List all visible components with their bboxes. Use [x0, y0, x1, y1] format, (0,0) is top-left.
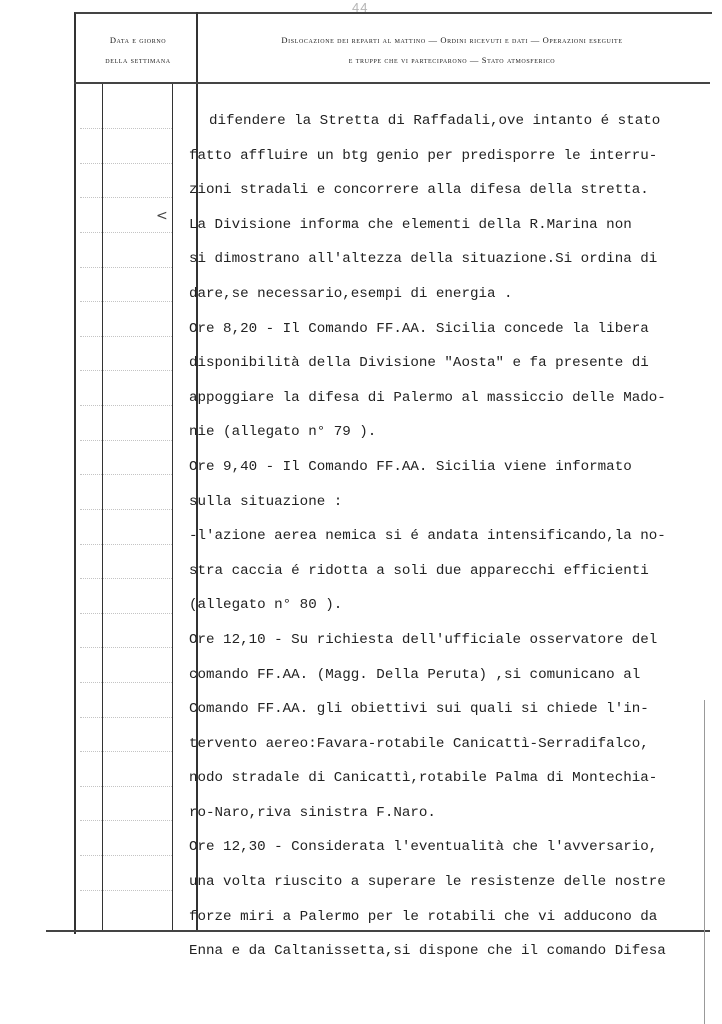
text-line: Ore 9,40 - Il Comando FF.AA. Sicilia viene informato	[189, 458, 632, 475]
text-line: La Divisione informa che elementi della R.Marina non	[189, 216, 632, 233]
text-line: Comando FF.AA. gli obiettivi sui quali si chiede l'in-	[189, 701, 649, 718]
text-line: comando FF.AA. (Magg. Della Peruta) ,si comunicano al	[189, 666, 641, 683]
dotted-rule	[80, 820, 172, 821]
dotted-rule	[80, 751, 172, 752]
header-content-column	[212, 30, 692, 70]
header-rule	[74, 82, 710, 84]
text-line: -l'azione aerea nemica si é andata intensificando,la no-	[189, 528, 666, 545]
dotted-rule	[80, 786, 172, 787]
header-content-line-1: Dislocazione dei reparti al mattino — Ordini ricevuti e dati — Operazioni eseguite	[281, 35, 623, 45]
header-date-line-1: Data e giorno	[109, 35, 167, 45]
text-line: Enna e da Caltanissetta,si dispone che il comando Difesa	[189, 943, 666, 960]
dotted-rule	[80, 405, 172, 406]
text-line: stra caccia é ridotta a soli due apparecchi efficienti	[189, 562, 649, 579]
text-line: forze miri a Palermo per le rotabili che vi adducono da	[189, 908, 658, 925]
dotted-rule	[80, 474, 172, 475]
header-content-line-2: e truppe che vi parteciparono — Stato atmosferico	[348, 55, 556, 65]
text-line: Ore 8,20 - Il Comando FF.AA. Sicilia concede la libera	[189, 320, 649, 337]
text-line: tervento aereo:Favara-rotabile Canicattì-Serradifalco,	[189, 735, 649, 752]
header-date-line-2: della settimana	[105, 55, 171, 65]
dotted-rule	[80, 682, 172, 683]
dotted-rule	[80, 855, 172, 856]
text-line: appoggiare la difesa di Palermo al massiccio delle Mado-	[189, 389, 666, 406]
dotted-rule	[80, 890, 172, 891]
dotted-rule	[80, 509, 172, 510]
margin-check-mark: <	[156, 208, 168, 224]
dotted-rule	[80, 197, 172, 198]
dotted-rule	[80, 232, 172, 233]
text-line: Ore 12,10 - Su richiesta dell'ufficiale osservatore del	[189, 631, 658, 648]
text-line: difendere la Stretta di Raffadali,ove intanto é stato	[209, 113, 661, 129]
dotted-rule	[80, 717, 172, 718]
margin-rule-2	[172, 82, 173, 932]
dotted-rule	[80, 370, 172, 371]
text-line: fatto affluire un btg genio per predisporre le interru-	[189, 147, 658, 164]
text-line: dare,se necessario,esempi di energia .	[189, 285, 513, 302]
text-line: ro-Naro,riva sinistra F.Naro.	[189, 804, 436, 821]
text-line: si dimostrano all'altezza della situazione.Si ordina di	[189, 251, 658, 268]
text-line: disponibilità della Divisione "Aosta" e fa presente di	[189, 355, 649, 372]
text-line: nie (allegato n° 79 ).	[189, 424, 377, 441]
margin-rule-1	[102, 82, 103, 932]
page-edge-shadow	[704, 700, 705, 1024]
dotted-rule	[80, 647, 172, 648]
dotted-rule	[80, 267, 172, 268]
dotted-rule	[80, 336, 172, 337]
dotted-rule	[80, 128, 172, 129]
dotted-rule	[80, 163, 172, 164]
text-line: nodo stradale di Canicattì,rotabile Palma di Montechia-	[189, 770, 658, 787]
text-line: una volta riuscito a superare le resistenze delle nostre	[189, 874, 666, 891]
dotted-rule	[80, 301, 172, 302]
text-line: sulla situazione :	[189, 493, 343, 510]
typewritten-text	[189, 104, 699, 969]
dotted-rule	[80, 440, 172, 441]
text-line: Ore 12,30 - Considerata l'eventualità che l'avversario,	[189, 839, 658, 856]
header-date-column	[80, 30, 196, 70]
text-line: zioni stradali e concorrere alla difesa della stretta.	[189, 182, 649, 199]
text-line: (allegato n° 80 ).	[189, 597, 343, 614]
dotted-rule	[80, 613, 172, 614]
dotted-rule	[80, 544, 172, 545]
dotted-rule	[80, 578, 172, 579]
page-number: 44	[352, 0, 369, 15]
